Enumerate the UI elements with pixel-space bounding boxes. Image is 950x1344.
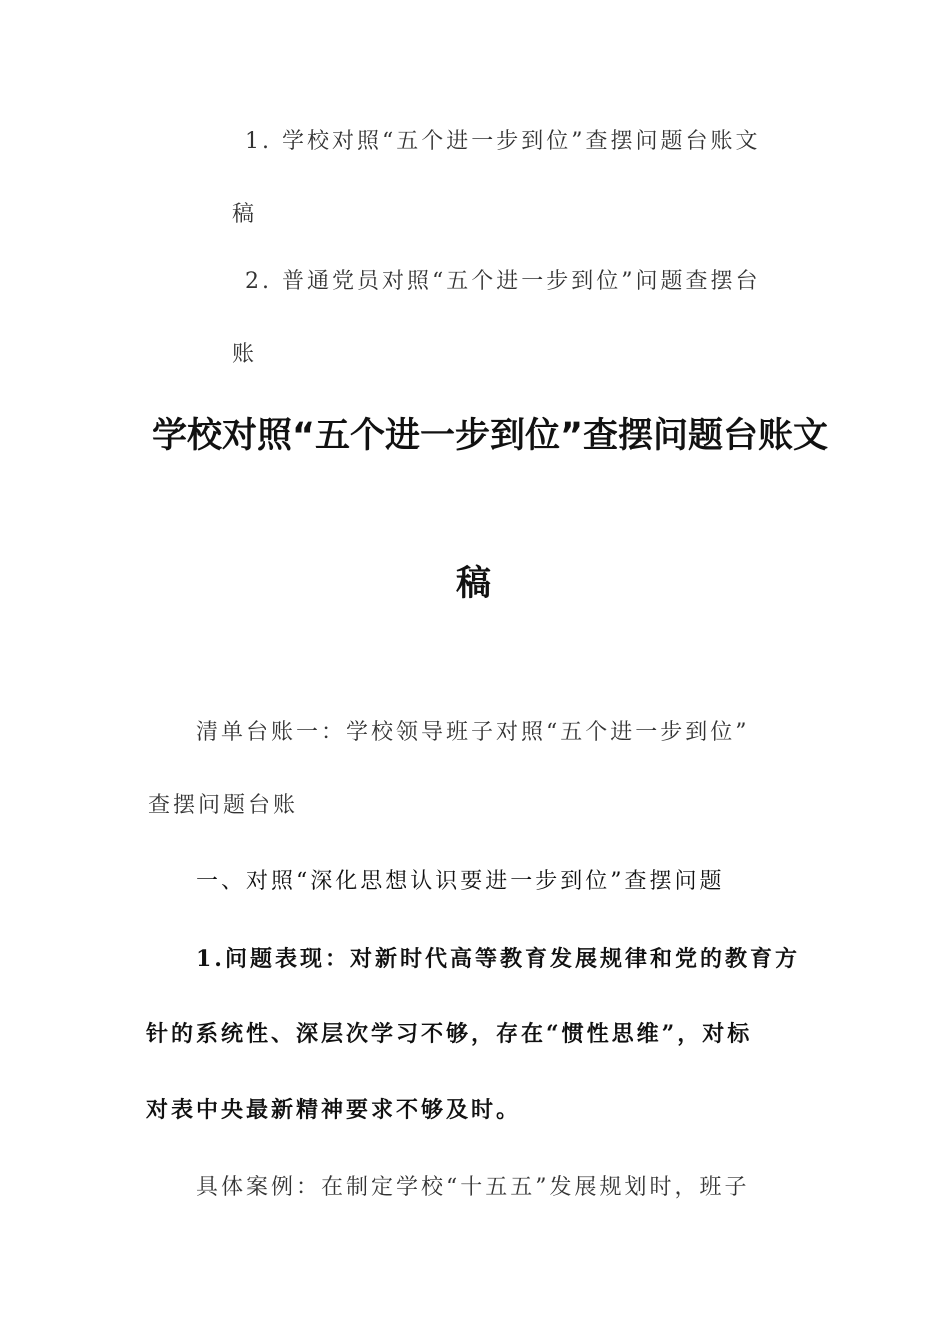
toc-item-2-line-2: 账 (232, 342, 258, 367)
problem-line-3: 对表中央最新精神要求不够及时。 (146, 1097, 522, 1123)
toc-item-2-line-1: 2. 普通党员对照“五个进一步到位”问题查摆台 (245, 269, 761, 294)
case-line-1: 具体案例：在制定学校“十五五”发展规划时，班子 (196, 1175, 750, 1200)
problem-line-2: 针的系统性、深层次学习不够，存在“惯性思维”，对标 (146, 1021, 753, 1047)
document-title-line-1: 学校对照“五个进一步到位”查摆问题台账文 (152, 416, 829, 456)
toc-item-1-line-2: 稿 (232, 202, 258, 227)
list-title-line-1: 清单台账一：学校领导班子对照“五个进一步到位” (196, 720, 750, 745)
document-title-line-2: 稿 (456, 564, 492, 604)
section-heading: 一、对照“深化思想认识要进一步到位”查摆问题 (196, 869, 725, 894)
list-title-line-2: 查摆问题台账 (148, 793, 299, 818)
toc-item-1-line-1: 1. 学校对照“五个进一步到位”查摆问题台账文 (245, 129, 761, 154)
problem-line-1: 1.问题表现：对新时代高等教育发展规律和党的教育方 (196, 946, 800, 972)
